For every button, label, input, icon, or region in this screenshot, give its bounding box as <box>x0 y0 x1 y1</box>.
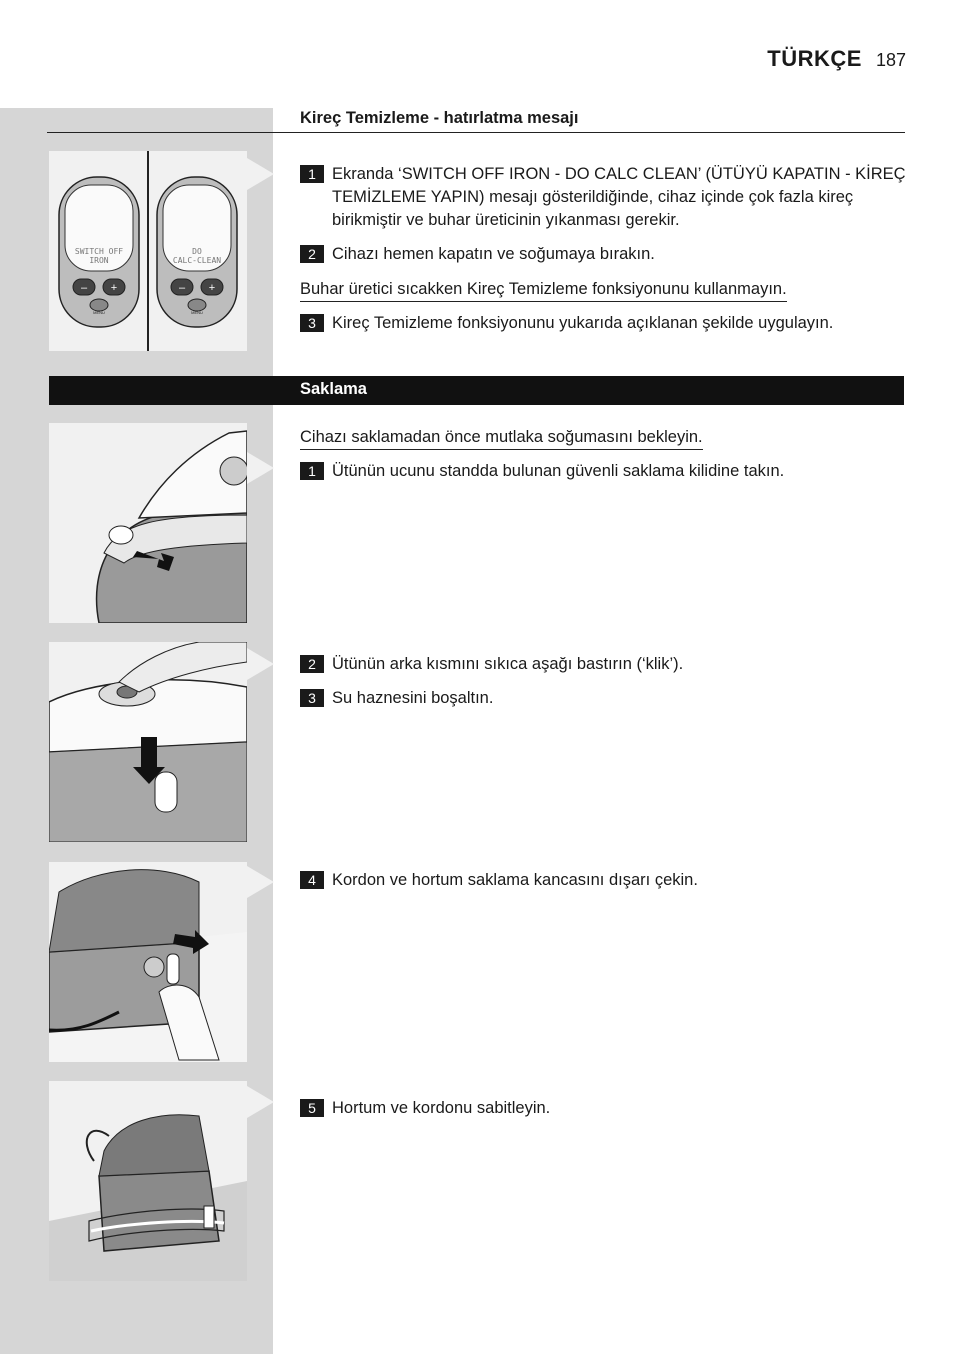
page-header <box>767 46 906 72</box>
figure-pointer <box>247 866 274 898</box>
display-illustration <box>49 151 247 351</box>
step-2-storage <box>300 653 910 676</box>
step-text: Hortum ve kordonu sabitleyin. <box>332 1099 551 1117</box>
step-5-storage <box>300 1097 910 1120</box>
step-number: 5 <box>300 1099 324 1117</box>
step-text: Su haznesini boşaltın. <box>332 689 494 707</box>
storage-note: Cihazı saklamadan önce mutlaka soğumasını bekleyin. <box>300 426 703 450</box>
step-4-storage <box>300 869 910 892</box>
figure-iron-lock <box>49 423 247 623</box>
step-text: Cihazı hemen kapatın ve soğumaya bırakın. <box>332 245 655 263</box>
left-display-line1: SWITCH OFF <box>74 247 124 256</box>
figure-press-down <box>49 642 247 842</box>
language-label: TÜRKÇE <box>767 46 862 71</box>
step-text: Ütünün ucunu standda bulunan güvenli saklama kilidine takın. <box>332 462 785 480</box>
svg-text:+: + <box>208 282 216 294</box>
step-number: 2 <box>300 245 324 263</box>
step-3-storage <box>300 687 910 710</box>
figure-secure-hose <box>49 1081 247 1281</box>
pull-hook-illustration <box>49 862 247 1062</box>
left-display-line2: IRON <box>89 256 109 265</box>
section-divider <box>47 132 905 133</box>
svg-text:–: – <box>80 282 88 294</box>
left-menu-label: MENU <box>93 310 105 315</box>
step-3-descale <box>300 312 910 335</box>
press-down-illustration <box>49 642 247 842</box>
figure-pointer <box>247 1086 274 1118</box>
figure-pointer <box>247 158 274 190</box>
step-number: 2 <box>300 655 324 673</box>
step-number: 1 <box>300 165 324 183</box>
step-text: Kordon ve hortum saklama kancasını dışarı çekin. <box>332 871 698 889</box>
figure-pointer <box>247 452 274 484</box>
page-number: 187 <box>875 50 906 70</box>
step-text: Ütünün arka kısmını sıkıca aşağı bastırın (‘klik’). <box>332 655 684 673</box>
step-number: 1 <box>300 462 324 480</box>
section-bar-storage <box>49 376 904 405</box>
step-text: Kireç Temizleme fonksiyonunu yukarıda açıklanan şekilde uygulayın. <box>332 314 834 332</box>
iron-lock-illustration <box>49 423 247 623</box>
svg-text:+: + <box>110 282 118 294</box>
right-menu-label: MENU <box>191 310 203 315</box>
step-text: Ekranda ‘SWITCH OFF IRON - DO CALC CLEAN’ (ÜTÜYÜ KAPATIN - KİREÇ TEMİZLEME YAPIN) mesajı gösterildiğinde, cihaz içinde çok fazla kireç birikmiştir ve buhar üreticinin yıkanması gerekir. <box>332 165 906 229</box>
section-title-descaling-reminder: Kireç Temizleme - hatırlatma mesajı <box>300 109 579 127</box>
secure-hose-illustration <box>49 1081 247 1281</box>
right-display-line2: CALC-CLEAN <box>172 256 222 265</box>
section-title-storage: Saklama <box>300 380 367 398</box>
svg-text:–: – <box>178 282 186 294</box>
step-number: 4 <box>300 871 324 889</box>
step-1-descale <box>300 163 910 232</box>
step-2-descale <box>300 243 910 266</box>
figure-pointer <box>247 648 274 680</box>
step-number: 3 <box>300 689 324 707</box>
warning-note: Buhar üretici sıcakken Kireç Temizleme fonksiyonunu kullanmayın. <box>300 278 787 302</box>
figure-pull-hook <box>49 862 247 1062</box>
step-1-storage <box>300 460 910 483</box>
step-number: 3 <box>300 314 324 332</box>
figure-display-messages <box>49 151 247 351</box>
right-display-line1: DO <box>192 247 202 256</box>
